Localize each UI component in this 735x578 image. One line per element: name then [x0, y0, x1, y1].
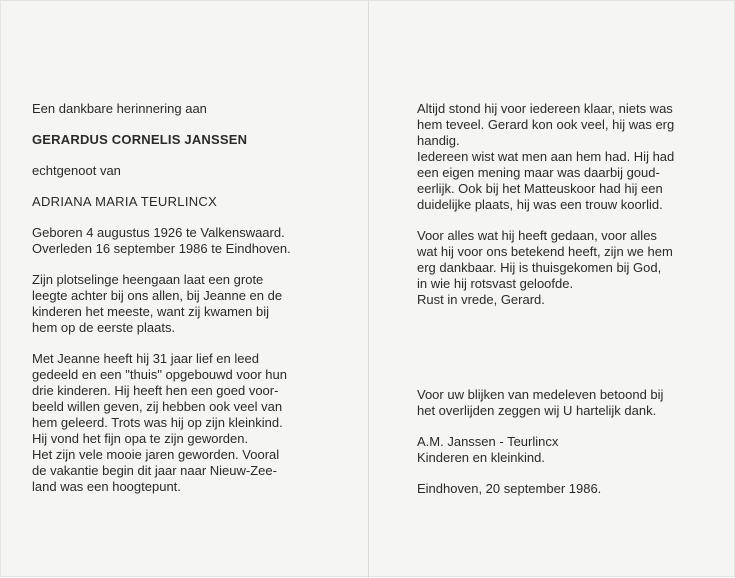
signatory-family: Kinderen en kleinkind.: [417, 450, 545, 465]
text-line: Voor alles wat hij heeft gedaan, voor alles: [417, 228, 657, 243]
text-line: gedeeld en een "thuis" opgebouwd voor hun: [32, 367, 287, 382]
text-line: het overlijden zeggen wij U hartelijk dank.: [417, 403, 657, 418]
left-paragraph-2: [32, 351, 332, 495]
text-line: kinderen het meeste, want zij kwamen bij: [32, 304, 270, 319]
text-line: Zijn plotselinge heengaan laat een grote: [32, 272, 264, 287]
text-line: Altijd stond hij voor iedereen klaar, niets was: [417, 101, 673, 116]
thanks-paragraph: [417, 387, 707, 419]
spouse-label: echtgenoot van: [32, 163, 121, 178]
text-line: Met Jeanne heeft hij 31 jaar lief en leed: [32, 351, 259, 366]
text-line: beeld willen geven, zij hebben ook veel van: [32, 399, 283, 414]
text-line: drie kinderen. Hij heeft hen een goed voor-: [32, 383, 279, 398]
text-line: Hij vond het fijn opa te zijn geworden.: [32, 431, 249, 446]
intro-line: Een dankbare herinnering aan: [32, 101, 207, 116]
card-fold: [368, 1, 369, 578]
right-paragraph-2: [417, 228, 707, 308]
text-line: hem op de eerste plaats.: [32, 320, 176, 335]
text-line: erg dankbaar. Hij is thuisgekomen bij God,: [417, 260, 662, 275]
deceased-name: GERARDUS CORNELIS JANSSEN: [32, 132, 248, 147]
left-paragraph-1: [32, 272, 332, 336]
text-line: hem teveel. Gerard kon ook veel, hij was erg: [417, 117, 675, 132]
right-paragraph-1: [417, 101, 707, 213]
text-line: land was een hoogtepunt.: [32, 479, 181, 494]
signature-block: [417, 434, 707, 466]
text-line: Rust in vrede, Gerard.: [417, 292, 545, 307]
spouse-name: ADRIANA MARIA TEURLINCX: [32, 194, 218, 209]
text-line: eerlijk. Ook bij het Matteuskoor had hij een: [417, 181, 663, 196]
place-date: Eindhoven, 20 september 1986.: [417, 481, 602, 496]
text-line: Voor uw blijken van medeleven betoond bij: [417, 387, 664, 402]
text-line: Het zijn vele mooie jaren geworden. Vooral: [32, 447, 280, 462]
text-line: hem geleerd. Trots was hij op zijn kleinkind.: [32, 415, 283, 430]
text-line: in wie hij rotsvast geloofde.: [417, 276, 574, 291]
text-line: de vakantie begin dit jaar naar Nieuw-Zee-: [32, 463, 277, 478]
text-line: leegte achter bij ons allen, bij Jeanne en de: [32, 288, 283, 303]
text-line: wat hij voor ons betekend heeft, zijn we hem: [417, 244, 673, 259]
signatory-name: A.M. Janssen - Teurlincx: [417, 434, 559, 449]
text-line: een eigen mening maar was daarbij goud-: [417, 165, 660, 180]
right-page: [417, 101, 707, 497]
left-page: [32, 101, 332, 495]
text-line: handig.: [417, 133, 460, 148]
birth-line: Geboren 4 augustus 1926 te Valkenswaard.: [32, 225, 285, 240]
text-line: duidelijke plaats, hij was een trouw koorlid.: [417, 197, 663, 212]
death-line: Overleden 16 september 1986 te Eindhoven.: [32, 241, 291, 256]
text-line: Iedereen wist wat men aan hem had. Hij had: [417, 149, 675, 164]
